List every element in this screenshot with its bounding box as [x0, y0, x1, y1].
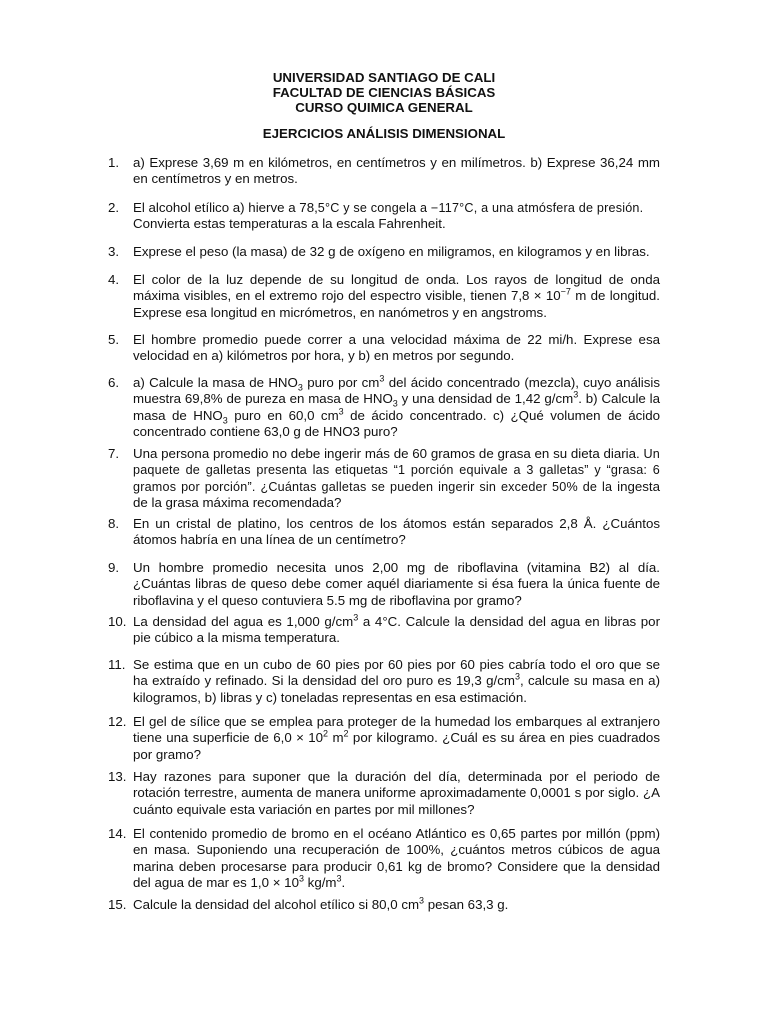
exercise-7 — [108, 446, 660, 511]
exercise-text-part: de ácido concentrado. c) ¿Qué volumen de ácido concentrado contiene 63,0 g de HNO3 puro? — [133, 407, 660, 439]
exercise-5 — [108, 332, 660, 365]
exercise-text-part: kg/m — [303, 874, 337, 890]
exercise-number: 3. — [108, 244, 120, 259]
exercise-number: 13. — [108, 769, 127, 784]
exercise-text-part: del ácido concentrado (mezcla), cuyo análisis muestra 69,8% de pureza en masa de HNO — [133, 375, 661, 407]
superscript: 3 — [419, 895, 425, 906]
exercise-text-part: puro por cm — [302, 375, 380, 390]
exercise-number: 5. — [108, 332, 120, 347]
superscript: 3 — [336, 873, 342, 884]
superscript: 2 — [343, 728, 349, 739]
exercise-text: a) Exprese 3,69 m en kilómetros, en centímetros y en milímetros. b) Exprese 36,24 mm en centímetros y en metros. — [133, 155, 660, 187]
exercise-text: En un cristal de platino, los centros de los átomos están separados 2,8 Å. ¿Cuántos átomos habría en una línea de un centímetro? — [133, 516, 660, 548]
exercise-text-part: puro en 60,0 cm — [227, 407, 339, 423]
document-title: EJERCICIOS ANÁLISIS DIMENSIONAL — [262, 126, 506, 141]
exercise-text — [133, 714, 660, 763]
exercise-2 — [108, 200, 660, 233]
exercise-text-part: Se estima que en un cubo de 60 pies por 60 pies por 60 pies cabría todo el oro que se ha extraído y refinado. Si la densidad del oro puro es 19,3 g/cm — [133, 657, 660, 689]
superscript: 3 — [514, 671, 520, 682]
exercise-number: 1. — [108, 155, 120, 170]
exercise-15 — [108, 897, 660, 913]
exercise-text-part: Una persona promedio no debe ingerir más de 60 gramos de grasa en su dieta diaria. — [133, 446, 640, 461]
exercise-text-part: El color de la luz depende de su longitud de onda. Los rayos de longitud de onda máxima visibles, en el extremo rojo del espectro visible, tienen 7,8 × 10 — [133, 272, 660, 304]
exercise-text — [133, 272, 660, 321]
university-name: UNIVERSIDAD SANTIAGO DE CALI — [272, 70, 496, 85]
superscript: −7 — [560, 286, 571, 297]
exercise-text-part: m — [328, 730, 344, 746]
superscript: 3 — [573, 389, 579, 400]
superscript: 3 — [298, 873, 304, 884]
exercise-text-part: . — [341, 874, 346, 890]
exercise-number: 8. — [108, 516, 120, 531]
exercise-12 — [108, 714, 660, 763]
superscript: 3 — [379, 373, 385, 384]
exercise-number: 7. — [108, 446, 120, 461]
exercise-text-part: m de longitud. Exprese esa longitud en micrómetros, en nanómetros y en angstroms. — [133, 288, 660, 320]
exercise-10 — [108, 614, 660, 647]
exercise-text-part: , calcule su masa en a) kilogramos, b) libras y c) toneladas representas en esa estimación. — [133, 673, 660, 705]
exercise-text: Hay razones para suponer que la duración del día, determinada por el periodo de rotación terrestre, aumenta de manera uniforme aproximadamente 0,0001 s por siglo. ¿A cuánto equivale esta variación en partes por mil millones? — [133, 769, 660, 817]
exercise-9 — [108, 560, 660, 609]
exercise-text-part: . b) Calcule la masa de HNO — [133, 391, 661, 423]
exercise-text — [133, 446, 660, 511]
exercise-text — [133, 897, 660, 913]
exercise-text-part: 5°C y se congela a −117°C, a una atmósfera de presión. — [317, 201, 644, 215]
subscript: 3 — [222, 415, 228, 426]
exercise-text-part: Convierta estas temperaturas a la escala Fahrenheit. — [133, 216, 446, 232]
exercise-number: 4. — [108, 272, 120, 287]
exercise-number: 6. — [108, 375, 120, 390]
exercise-text-part: a) Calcule la masa de HNO — [133, 375, 298, 390]
superscript: 3 — [338, 406, 344, 417]
faculty-name: FACULTAD DE CIENCIAS BÁSICAS — [272, 85, 496, 100]
exercise-text-part: y una densidad de 1,42 g/cm — [397, 391, 574, 407]
exercise-14 — [108, 826, 660, 891]
exercise-number: 12. — [108, 714, 127, 729]
exercise-text: Un hombre promedio necesita unos 2,00 mg de riboflavina (vitamina B2) al día. ¿Cuántas libras de queso debe comer aquél diariamente si ésa fuera la única fuente de riboflavina y el queso contuviera 5.5 mg de riboflavina por gramo? — [133, 560, 660, 608]
superscript: 3 — [353, 612, 359, 623]
document-header — [0, 70, 768, 115]
exercise-number: 15. — [108, 897, 127, 912]
exercise-number: 9. — [108, 560, 120, 575]
exercise-1 — [108, 155, 660, 188]
exercise-11 — [108, 657, 660, 706]
exercise-text — [133, 200, 660, 233]
exercise-text-part: El contenido promedio de bromo en el océano Atlántico es 0,65 partes por millón (ppm) en masa. Suponiendo una recuperación de 100%, ¿cuántos metros cúbicos de agua marina deben procesarse para producir 0,61 kg de bromo? Considere que la densidad del agua de mar es 1,0 × 10 — [133, 826, 660, 890]
exercise-text — [133, 657, 660, 706]
exercise-3 — [108, 244, 660, 260]
exercise-text-part: a 4°C. Calcule la densidad del agua en libras por pie cúbico a la misma temperatura. — [133, 614, 660, 646]
exercise-number: 2. — [108, 200, 120, 215]
exercise-8 — [108, 516, 660, 549]
exercise-text-part: por kilogramo. ¿Cuál es su área en pies cuadrados por gramo? — [133, 730, 660, 762]
exercise-text: Exprese el peso (la masa) de 32 g de oxígeno en miligramos, en kilogramos y en libras. — [133, 244, 650, 259]
exercise-number: 10. — [108, 614, 127, 629]
exercise-text-part: La densidad del agua es 1,000 g/cm — [133, 614, 354, 629]
exercise-text-part: El alcohol etílico a) hierve a 78, — [133, 200, 318, 215]
exercise-text: El hombre promedio puede correr a una velocidad máxima de 22 mi/h. Exprese esa velocidad en a) kilómetros por hora, y b) en metros por segundo. — [133, 332, 660, 364]
course-name: CURSO QUIMICA GENERAL — [295, 100, 473, 115]
exercise-4 — [108, 272, 660, 321]
exercise-text-part: El gel de sílice que se emplea para proteger de la humedad los embarques al extranjero tiene una superficie de 6,0 × 10 — [133, 714, 660, 746]
exercise-6 — [108, 375, 660, 440]
subscript: 3 — [392, 398, 398, 409]
exercise-text — [133, 375, 660, 440]
subscript: 3 — [297, 382, 303, 393]
exercise-text — [133, 826, 660, 891]
superscript: 2 — [323, 728, 329, 739]
exercise-text — [133, 614, 660, 647]
exercise-number: 14. — [108, 826, 127, 841]
exercise-13 — [108, 769, 660, 818]
exercise-text-part: Calcule la densidad del alcohol etílico si 80,0 cm — [133, 897, 420, 912]
exercise-text-part: pesan 63,3 g. — [424, 897, 509, 912]
exercise-number: 11. — [108, 657, 126, 672]
exercise-text-part: ingesta de la grasa máxima recomendada? — [133, 478, 661, 510]
exercise-text-part: Un paquete de galletas presenta las etiquetas “1 porción equivale a 3 galletas” y “grasa: 6 gramos por porción”. ¿Cuántas galletas se pueden ingerir sin exceder 50% de la — [133, 447, 660, 494]
